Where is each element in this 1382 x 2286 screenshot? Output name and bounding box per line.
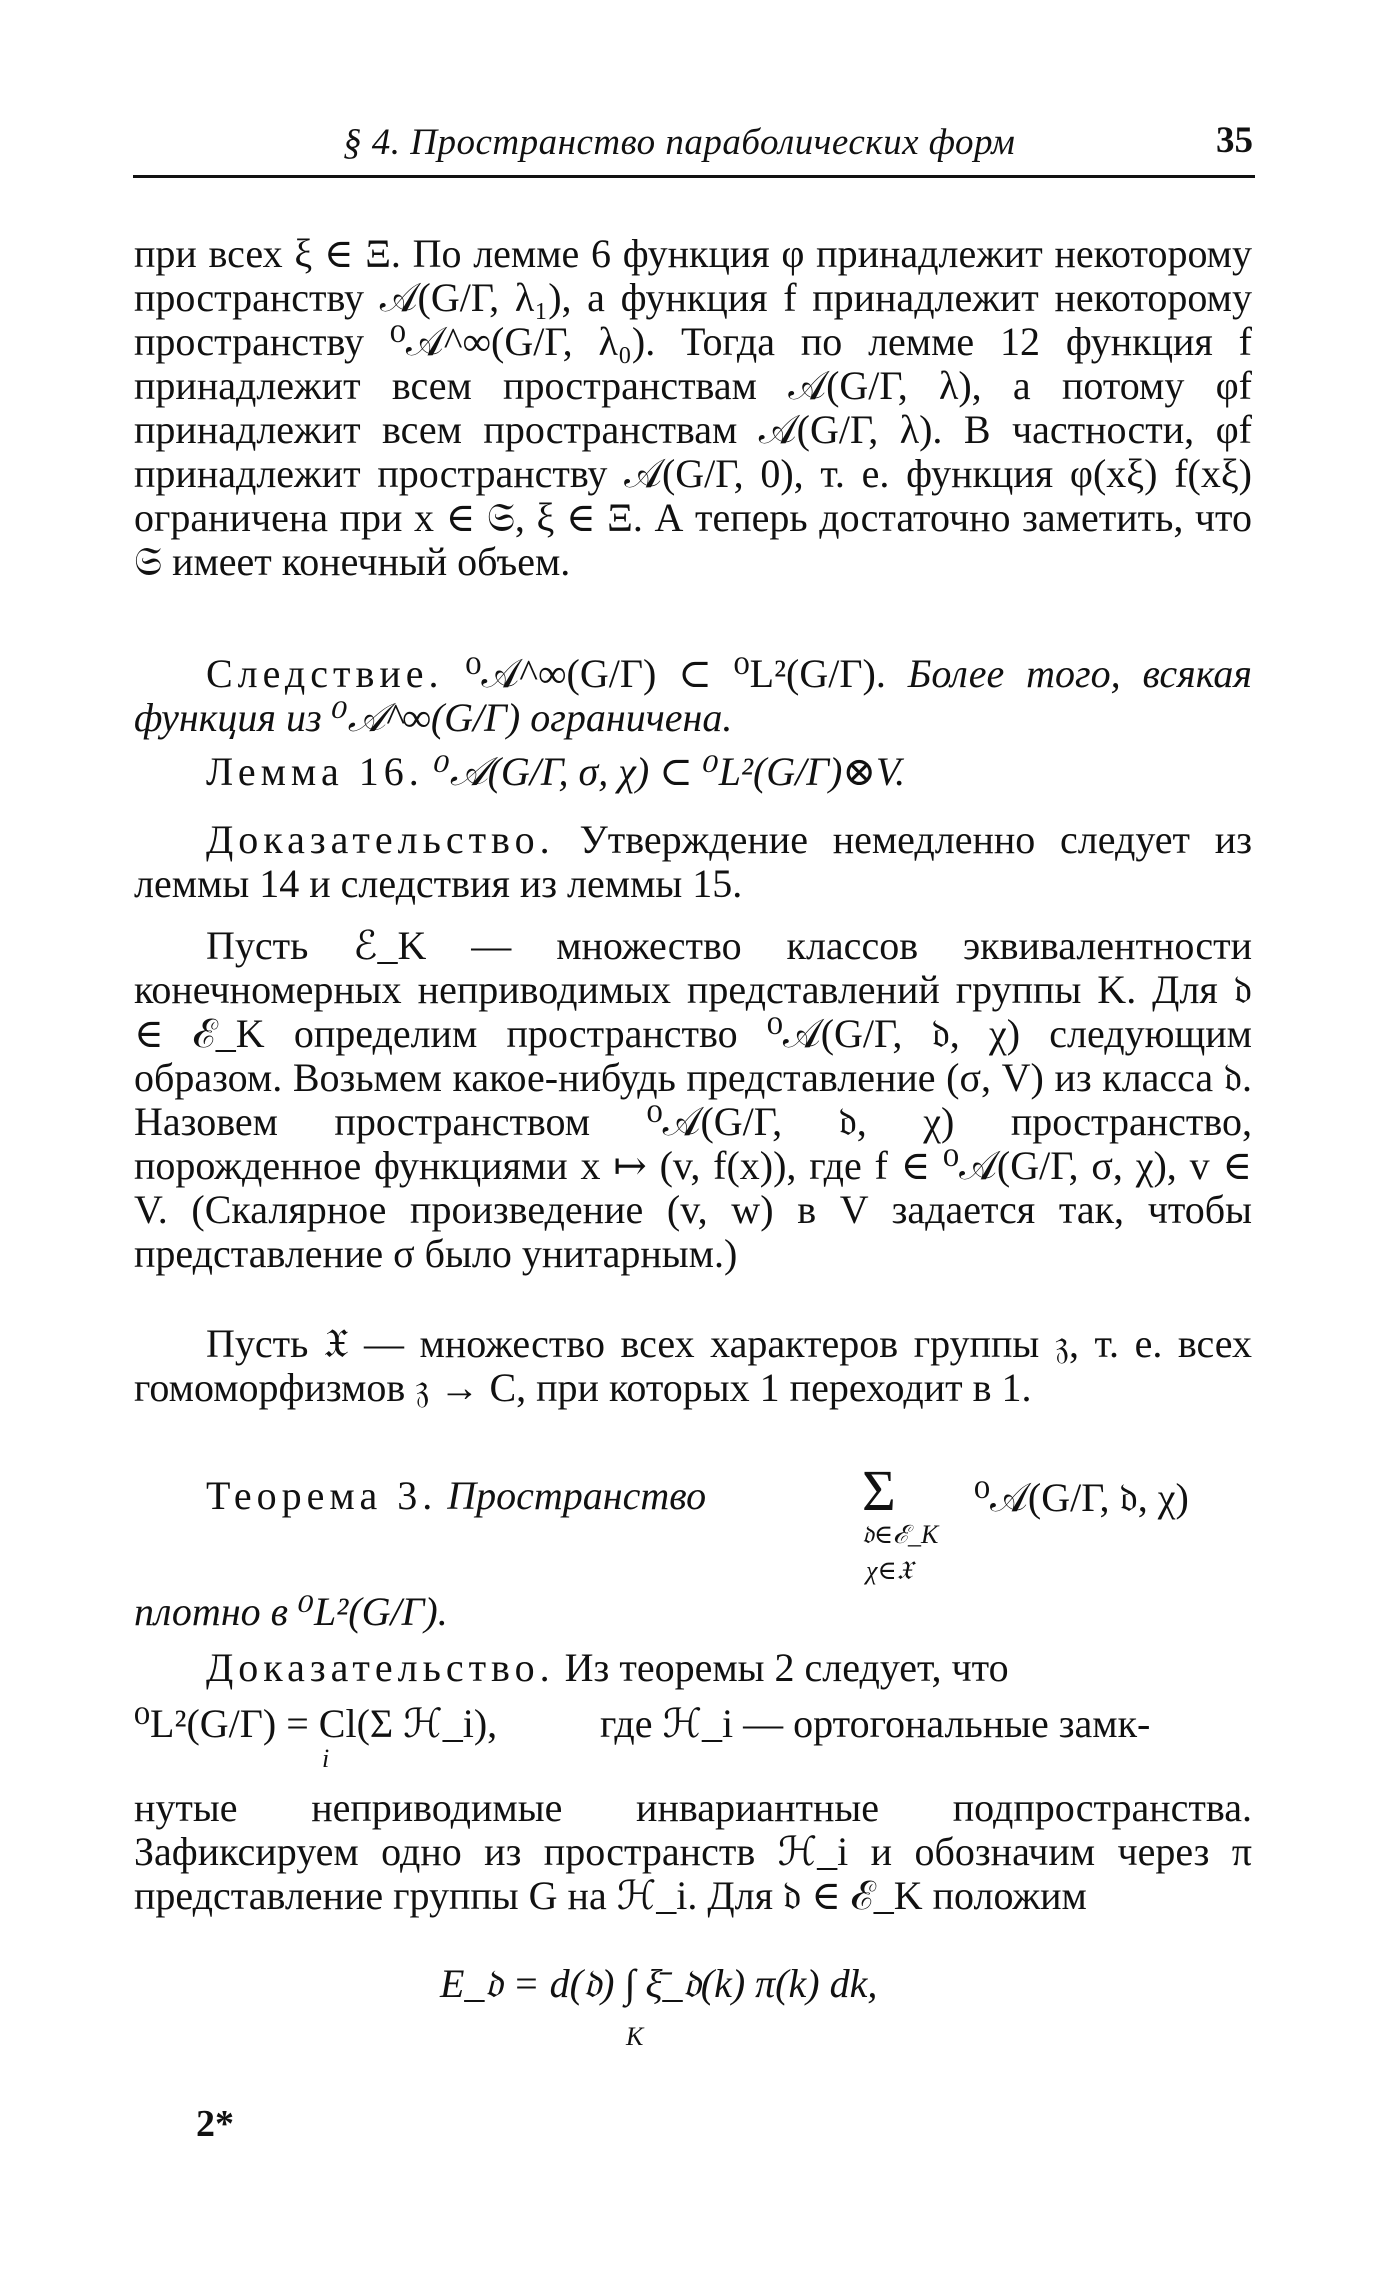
corollary-text: Более того, всякая функция из ⁰𝒜^∞(G/Γ) ограничена. — [134, 651, 1253, 740]
theorem-sum-sub1: 𝔡∈ℰ_K — [862, 1520, 939, 1549]
proof2-text-a: Из теоремы 2 следует, что — [564, 1645, 1009, 1690]
lemma-formula: ⁰𝒜(G/Γ, σ, χ) ⊂ ⁰L²(G/Γ)⊗V. — [433, 749, 906, 794]
proof2-label: Доказательство. — [206, 1645, 555, 1690]
corollary — [134, 652, 1252, 740]
page-header — [133, 115, 1255, 178]
lemma-16 — [134, 750, 1252, 794]
display-formula-sub: K — [626, 2022, 644, 2051]
proof1-label: Доказательство. — [206, 817, 555, 862]
paragraph-3: Пусть 𝔛 — множество всех характеров группы 𝔷, т. е. всех гомоморфизмов 𝔷 → C, при которых 1 переходит в 1. — [134, 1321, 1252, 1410]
paragraph-1: при всех ξ ∈ Ξ. По лемме 6 функция φ принадлежит некоторому пространству 𝒜(G/Γ, λ₁), а функция f принадлежит некоторому пространству ⁰𝒜^∞(G/Γ, λ₀). Тогда по лемме 12 функция f принадлежит всем пространствам 𝒜(G/Γ, λ), а потому φf принадлежит всем пространствам 𝒜(G/Γ, λ). В частности, φf принадлежит пространству 𝒜(G/Γ, 0), т. е. функция φ(xξ) f(xξ) ограничена при x ∈ 𝔖, ξ ∈ Ξ. А теперь достаточно заметить, что 𝔖 имеет конечный объем. — [134, 231, 1252, 584]
page-number: 35 — [1216, 120, 1253, 161]
paragraph-2: Пусть ℰ_K — множество классов эквивалентности конечномерных неприводимых представлений группы K. Для 𝔡 ∈ ℰ_K определим пространство ⁰𝒜(G/Γ, 𝔡, χ) следующим образом. Возьмем какое-нибудь представление (σ, V) из класса 𝔡. Назовем пространством ⁰𝒜(G/Γ, 𝔡, χ) пространство, порожденное функциями x ↦ (v, f(x)), где f ∈ ⁰𝒜(G/Γ, σ, χ), v ∈ V. (Скалярное произведение (v, w) в V задается так, чтобы представление σ было унитарным.) — [134, 923, 1252, 1276]
theorem-sum-sign: Σ — [862, 1458, 896, 1523]
lemma-label: Лемма 16. — [206, 749, 424, 794]
signature-mark: 2* — [196, 2103, 234, 2145]
paragraph-4: нутые неприводимые инвариантные подпространства. Зафиксируем одно из пространств ℋ_i и обозначим через π представление группы G на ℋ_i. Для 𝔡 ∈ ℰ_K положим — [134, 1785, 1252, 1918]
proof-2 — [134, 1646, 1252, 1690]
proof2-text-b: где ℋ_i — ортогональные замк- — [600, 1701, 1151, 1746]
theorem-label: Теорема 3. — [206, 1473, 438, 1518]
proof2-formula-sub: i — [322, 1744, 330, 1773]
display-formula: E_𝔡 = d(𝔡) ∫ ξ̄_𝔡(k) π(k) dk, — [440, 1961, 878, 2006]
corollary-label: Следствие. — [206, 651, 444, 696]
proof2-formula: ⁰L²(G/Γ) = Cl(Σ ℋ_i), — [134, 1701, 498, 1746]
running-title: § 4. Пространство параболических форм — [343, 122, 1016, 163]
proof-1 — [134, 818, 1252, 906]
corollary-formula: ⁰𝒜^∞(G/Γ) ⊂ ⁰L²(G/Γ). — [465, 651, 886, 696]
theorem-sum-sub2: χ∈𝔛 — [866, 1556, 913, 1585]
theorem-sum-term: ⁰𝒜(G/Γ, 𝔡, χ) — [974, 1475, 1189, 1520]
theorem-text-b: плотно в ⁰L²(G/Γ). — [134, 1589, 448, 1634]
theorem-text-a: Пространство — [447, 1473, 707, 1518]
proof1-text: Утверждение немедленно следует из леммы 14 и следствия из леммы 15. — [134, 817, 1252, 906]
